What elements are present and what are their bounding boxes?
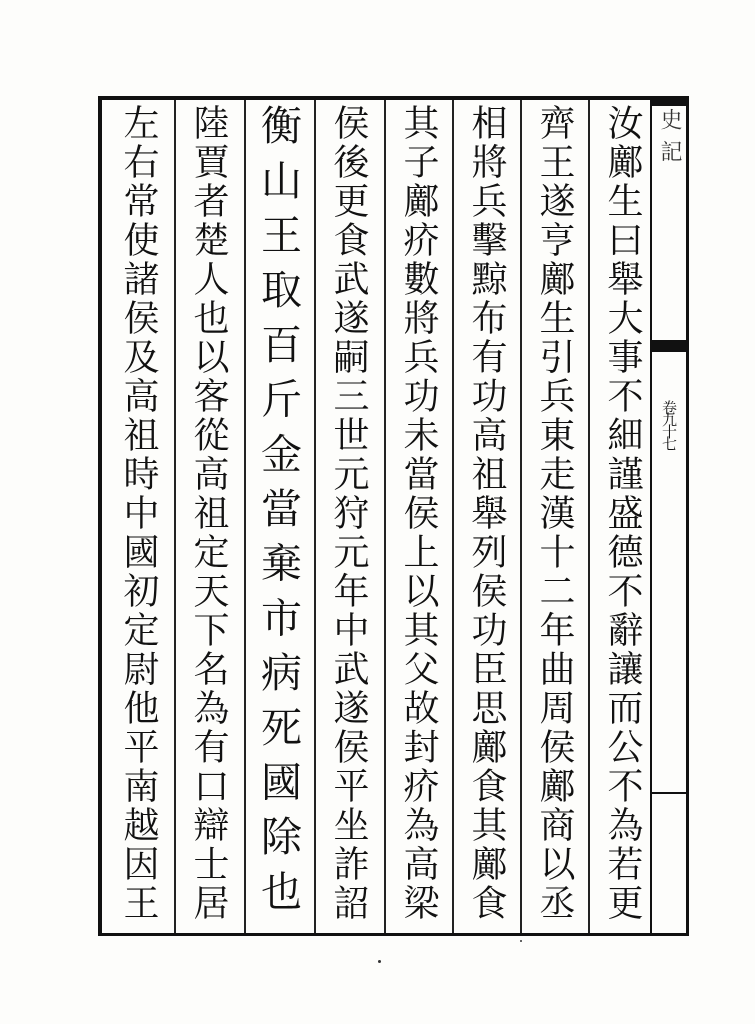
text-column-5: 侯後更食武遂嗣三世元狩元年中武遂侯平坐詐詔 bbox=[328, 104, 369, 923]
column-rule bbox=[588, 100, 590, 933]
frame-bottom-edge bbox=[650, 933, 689, 936]
text-column-8: 左右常使諸侯及高祖時中國初定尉他平南越因王 bbox=[118, 104, 159, 923]
text-column-1: 汝鄺生曰舉大事不細謹盛德不辭讓而公不為若更 bbox=[602, 104, 643, 923]
center-strip-top-mark bbox=[652, 100, 686, 106]
text-column-6: 衡山王取百斤金當棄市病死國除也 bbox=[254, 104, 302, 924]
column-rule bbox=[244, 100, 246, 933]
column-rule bbox=[452, 100, 454, 933]
column-rule bbox=[384, 100, 386, 933]
column-rule bbox=[520, 100, 522, 933]
text-column-2: 齊王遂亨鄺生引兵東走漢十二年曲周侯鄺商以丞 bbox=[534, 104, 575, 923]
column-rule bbox=[174, 100, 176, 933]
volume-label: 卷九十七 bbox=[660, 400, 678, 448]
center-strip-lower-mark bbox=[652, 792, 686, 794]
paper-speck bbox=[520, 940, 522, 942]
center-strip-title: 史記 bbox=[657, 108, 682, 172]
frame-right-edge bbox=[686, 96, 689, 936]
paper-speck bbox=[378, 960, 381, 963]
text-column-7: 陸賈者楚人也以客從高祖定天下名為有口辯士居 bbox=[188, 104, 229, 923]
column-rule bbox=[314, 100, 316, 933]
text-column-3: 相將兵擊黥布有功高祖舉列侯功臣思鄺食其鄺食 bbox=[466, 104, 507, 923]
text-column-4: 其子鄺疥數將兵功未當侯上以其父故封疥為高梁 bbox=[398, 104, 439, 923]
fish-tail-mark bbox=[652, 340, 686, 352]
